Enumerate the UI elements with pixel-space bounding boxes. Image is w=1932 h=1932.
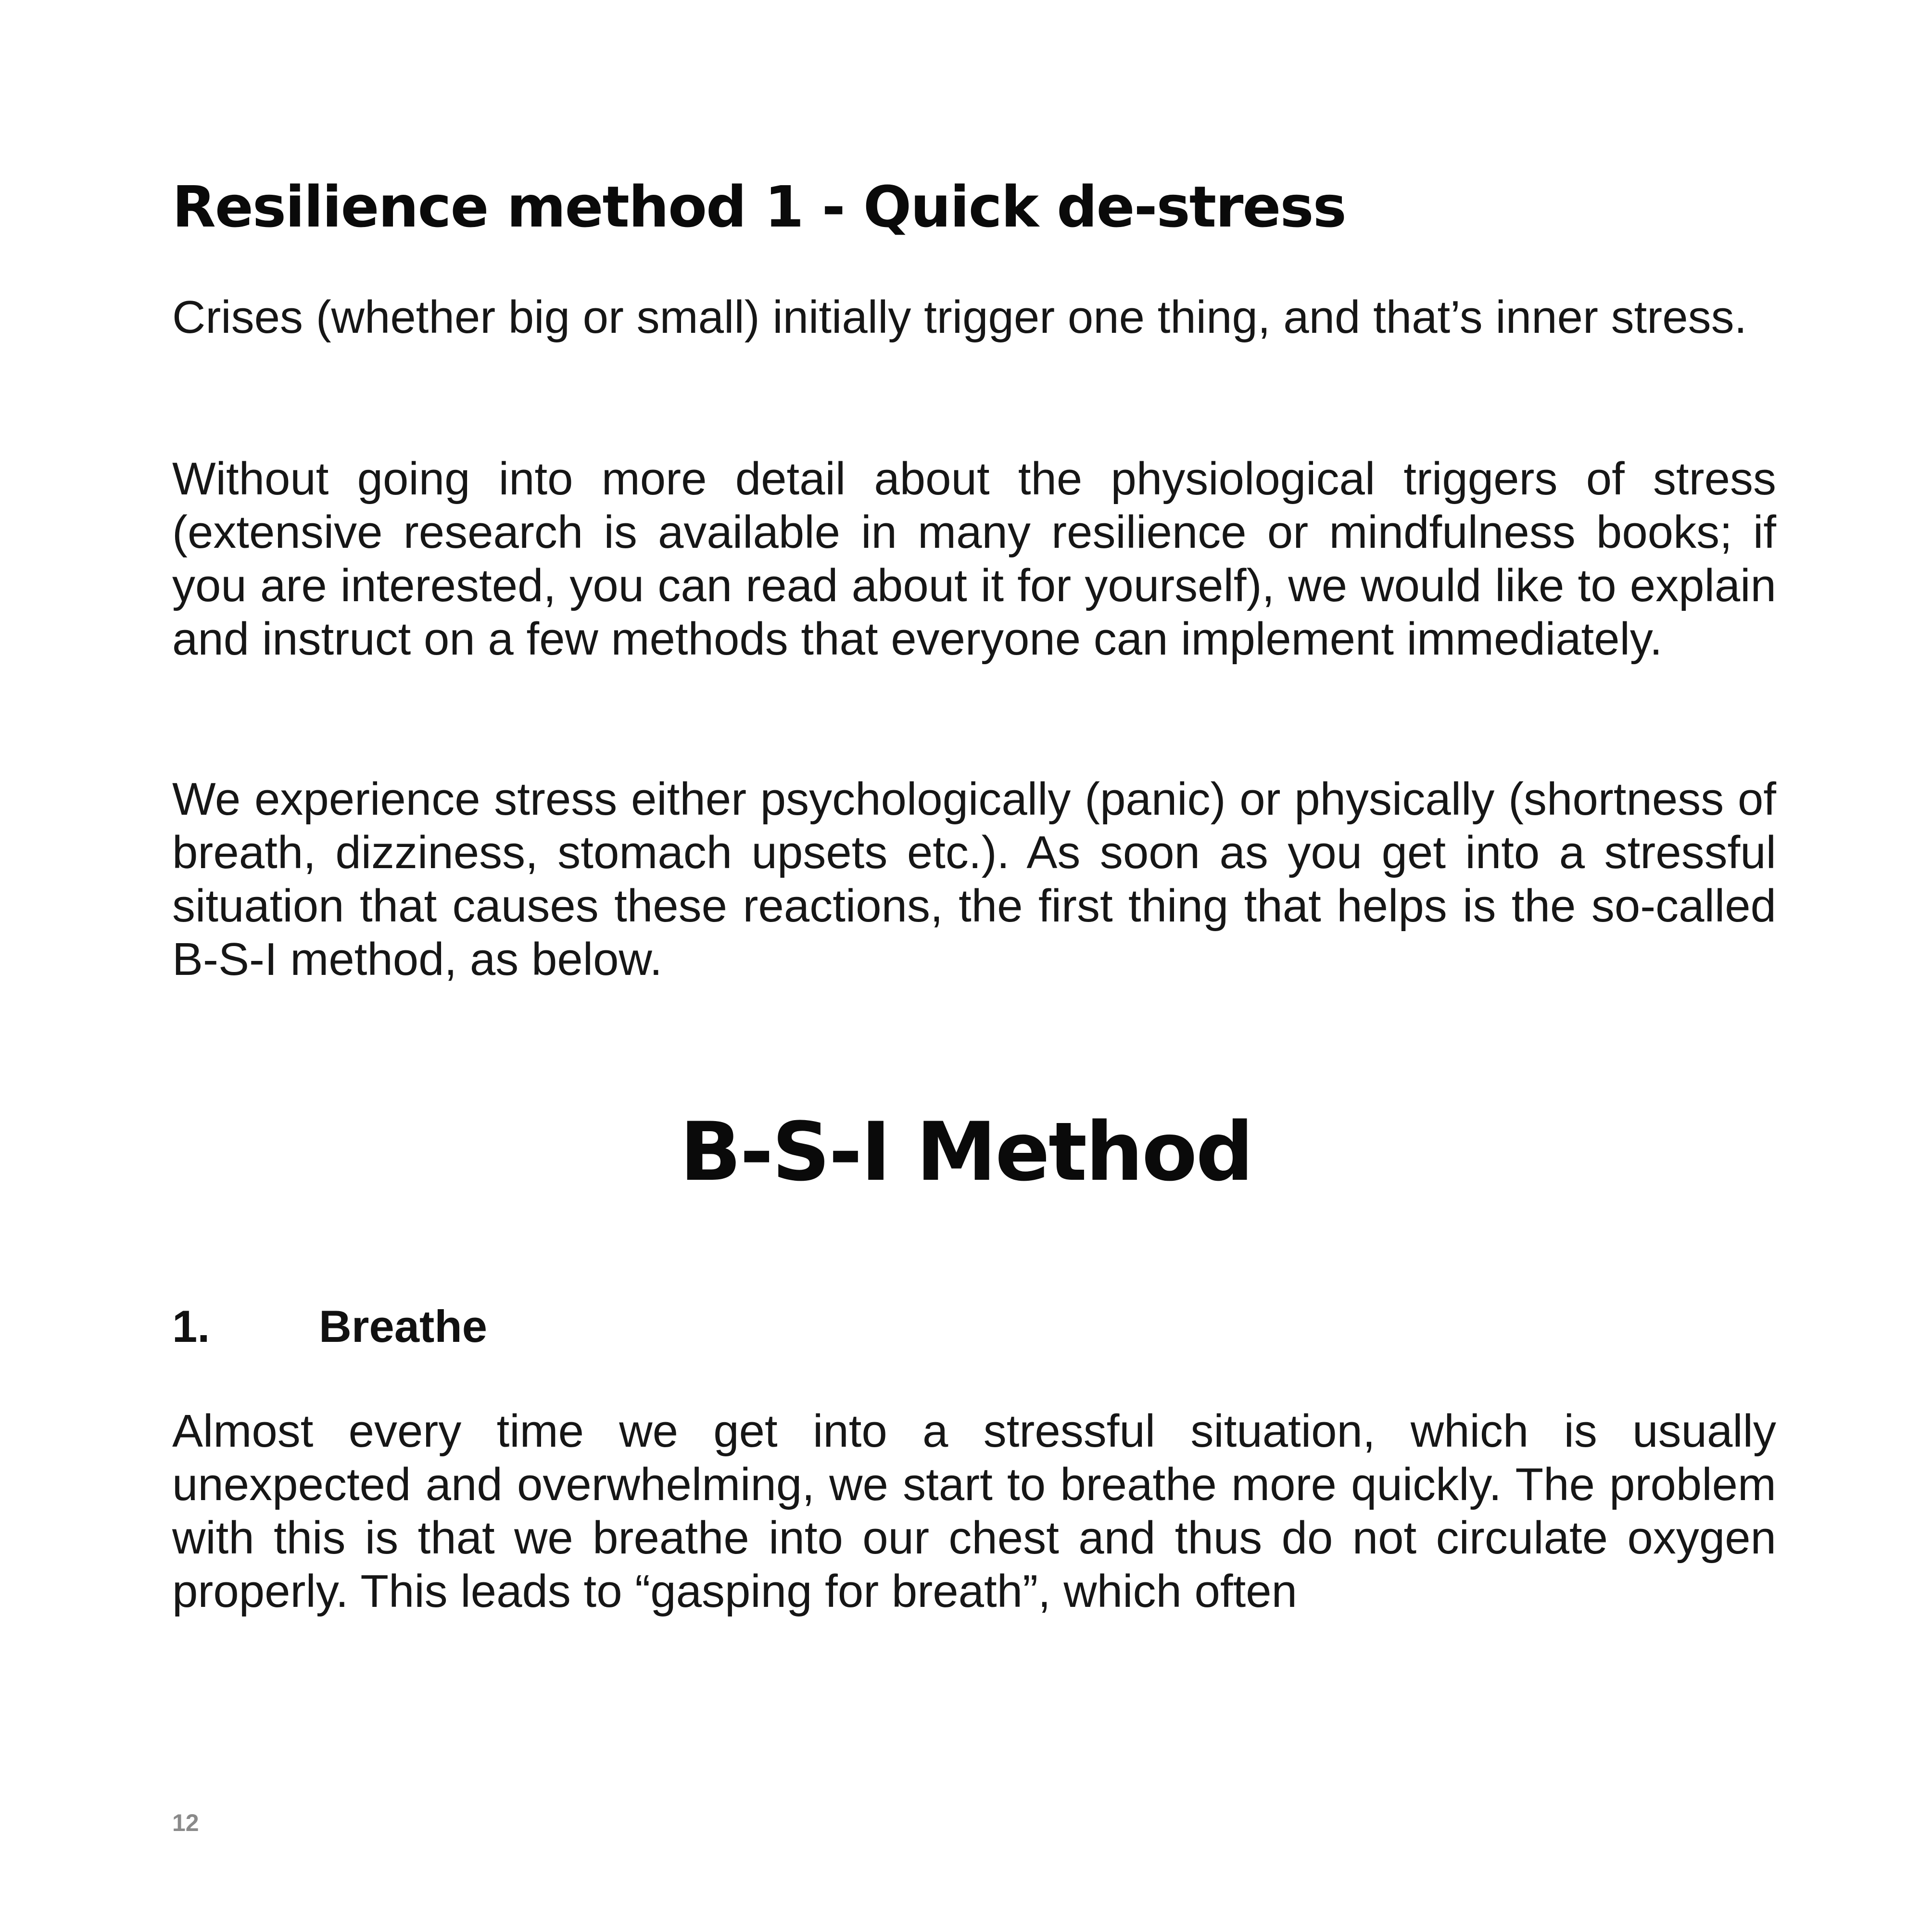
paragraph-breathe: Almost every time we get into a stressful situation, which is usually unexpected and overwhelming, we start to breathe more quickly. The problem with this is that we breathe into our chest and thus do not circulate oxygen properly. This leads to “gasping for breath”, which often — [172, 1405, 1776, 1617]
list-item-label: Breathe — [319, 1301, 488, 1351]
section-heading: Resilience method 1 - Quick de-stress — [172, 174, 1346, 240]
paragraph-experience-stress: We experience stress either psychologically (panic) or physically (shortness of breath, dizziness, stomach upsets etc.). As soon as you get into a stressful situation that causes these reactions, the first thing that helps is the so-called B-S-I method, as below. — [172, 773, 1776, 985]
paragraph-crises: Crises (whether big or small) initially trigger one thing, and that’s inner stress. — [172, 291, 1747, 343]
page-number: 12 — [172, 1809, 199, 1836]
method-title: B-S-I Method — [680, 1105, 1252, 1199]
paragraph-physiological-triggers: Without going into more detail about the physiological triggers of stress (extensive research is available in many resilience or mindfulness books; if you are interested, you can read about it for yourself), we would like to explain and instruct on a few methods that everyone can implement immediately. — [172, 453, 1776, 665]
list-item-number: 1. — [172, 1301, 210, 1351]
